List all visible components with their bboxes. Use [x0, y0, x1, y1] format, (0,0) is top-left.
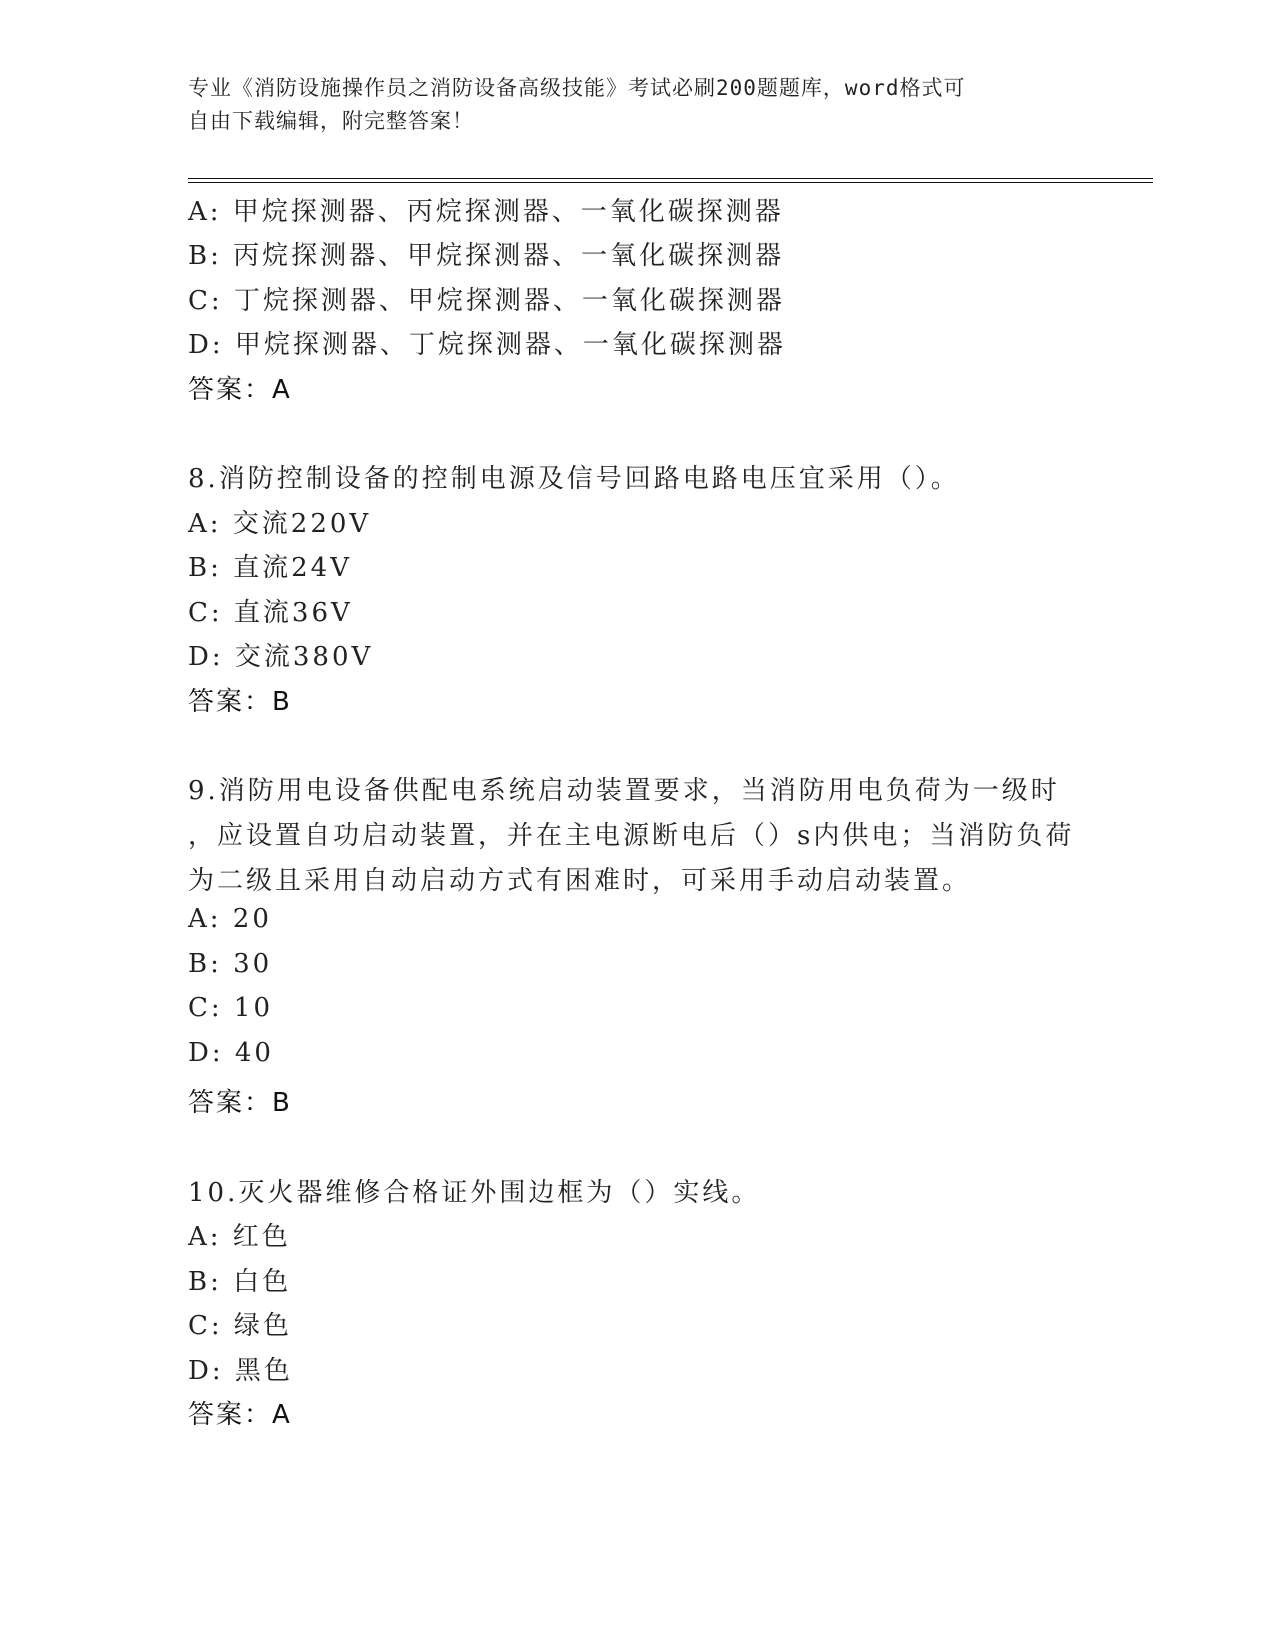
q10-option-a: A: 红色	[188, 1222, 291, 1252]
q8-answer: 答案：B	[188, 687, 292, 717]
q8-option-a: A: 交流220V	[188, 509, 372, 539]
q9-option-b: B: 30	[188, 949, 273, 979]
q8-option-d: D: 交流380V	[188, 642, 374, 672]
q7-option-c: C: 丁烷探测器、甲烷探测器、一氧化碳探测器	[188, 286, 785, 316]
q7-option-d: D: 甲烷探测器、丁烷探测器、一氧化碳探测器	[188, 330, 786, 360]
q9-option-a: A: 20	[188, 904, 272, 934]
q7-option-a: A: 甲烷探测器、丙烷探测器、一氧化碳探测器	[188, 197, 784, 227]
q9-answer: 答案：B	[188, 1088, 292, 1118]
q10-answer: 答案：A	[188, 1400, 292, 1430]
q9-stem-line-2: ，应设置自功启动装置，并在主电源断电后（）s内供电；当消防负荷	[188, 821, 1075, 851]
q7-option-b: B: 丙烷探测器、甲烷探测器、一氧化碳探测器	[188, 241, 785, 271]
q10-option-c: C: 绿色	[188, 1311, 292, 1341]
header-line-2: 自由下载编辑，附完整答案！	[188, 109, 474, 133]
q10-stem: 10.灭火器维修合格证外围边框为（）实线。	[188, 1178, 761, 1208]
q7-answer: 答案：A	[188, 375, 292, 405]
q9-option-c: C: 10	[188, 993, 274, 1023]
header-rule-bottom	[188, 182, 1153, 183]
q9-option-d: D: 40	[188, 1038, 274, 1068]
q8-stem: 8.消防控制设备的控制电源及信号回路电路电压宜采用（）。	[188, 464, 960, 494]
q8-option-c: C: 直流36V	[188, 598, 353, 628]
q8-option-b: B: 直流24V	[188, 553, 352, 583]
header-rule-top	[188, 178, 1153, 179]
q10-option-d: D: 黑色	[188, 1356, 293, 1386]
q9-stem-line-1: 9.消防用电设备供配电系统启动装置要求，当消防用电负荷为一级时	[188, 776, 1060, 806]
q10-option-b: B: 白色	[188, 1267, 292, 1297]
header-line-1: 专业《消防设施操作员之消防设备高级技能》考试必刷200题题库，word格式可	[188, 76, 966, 100]
document-header	[188, 72, 1088, 138]
q9-stem-line-3: 为二级且采用自动启动方式有困难时，可采用手动启动装置。	[188, 866, 972, 896]
